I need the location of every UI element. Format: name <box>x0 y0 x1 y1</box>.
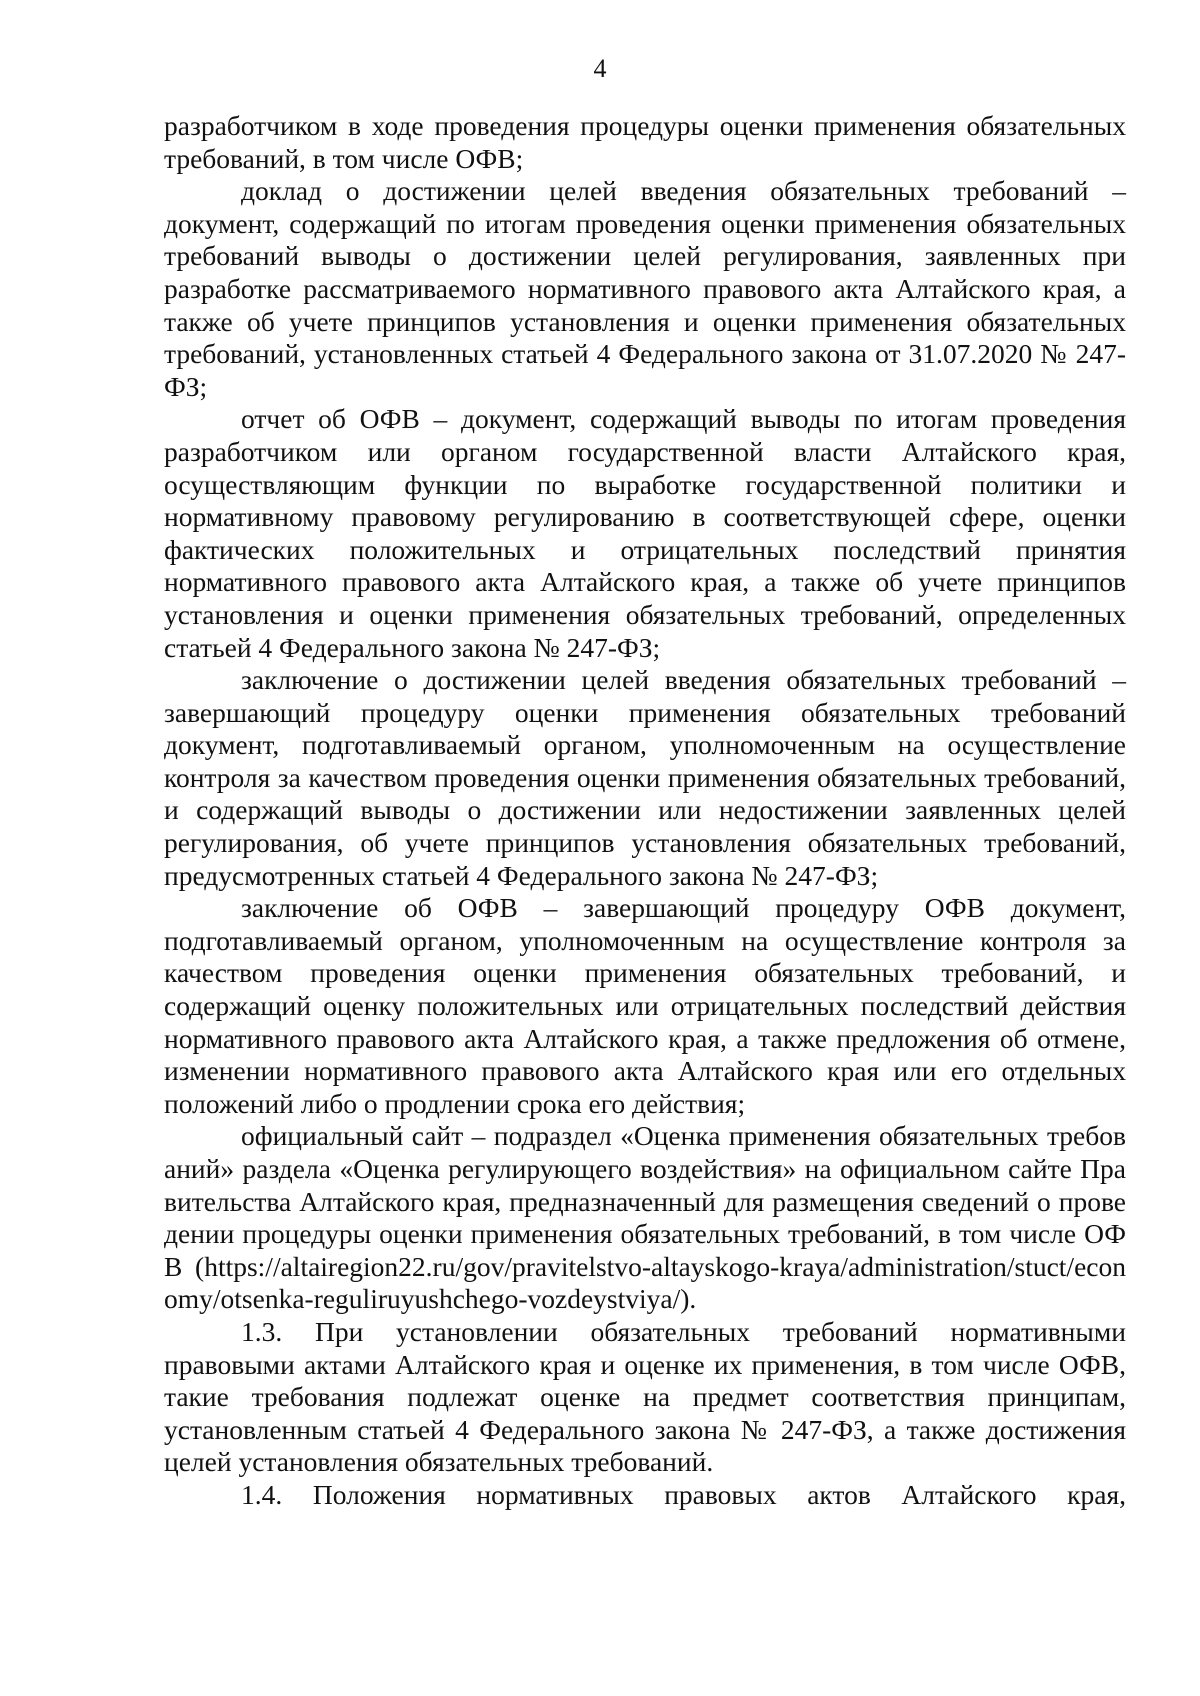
paragraph: разработчиком в ходе проведения процедуры оценки применения обязательных требований, в том числе ОФВ; <box>164 110 1126 174</box>
paragraph: отчет об ОФВ – документ, содержащий выводы по итогам проведения разработчиком или органом государственной власти Алтайского края, осуществляющим функции по выработке государственной политики и нормативному правовому регулированию в соответствующей сфере, оценки фактических положительных и отрицательных последствий принятия нормативного правового акта Алтайского края, а также об учете принципов установления и оценки применения обязательных требований, определенных статьей 4 Федерального закона № 247-ФЗ; <box>164 403 1126 663</box>
paragraph: 1.4. Положения нормативных правовых актов Алтайского края, <box>241 1478 1126 1510</box>
paragraph: официальный сайт – подраздел «Оценка применения обязательных требований» раздела «Оценка регулирующего воздействия» на официальном сайте Правительства Алтайского края, предназначенный для размещения сведений о проведении процедуры оценки применения обязательных требований, в том числе ОФВ (https://altairegion22.ru/gov/pravitelstvo-altayskogo-kraya/administration/stuct/economy/otsenka-reguliruyushchego-vozdeystviya/). <box>164 1120 1126 1315</box>
paragraph: заключение о достижении целей введения обязательных требований – завершающий процедуру оценки применения обязательных требований документ, подготавливаемый органом, уполномоченным на осуществление контроля за качеством проведения оценки применения обязательных требований, и содержащий выводы о достижении или недостижении заявленных целей регулирования, об учете принципов установления обязательных требований, предусмотренных статьей 4 Федерального закона № 247-ФЗ; <box>164 664 1126 891</box>
paragraph: доклад о достижении целей введения обязательных требований – документ, содержащий по итогам проведения оценки применения обязательных требований выводы о достижении целей регулирования, заявленных при разработке рассматриваемого нормативного правового акта Алтайского края, а также об учете принципов установления и оценки применения обязательных требований, установленных статьей 4 Федерального закона от 31.07.2020 № 247-ФЗ; <box>164 175 1126 402</box>
paragraph: 1.3. При установлении обязательных требований нормативными правовыми актами Алтайского края и оценке их применения, в том числе ОФВ, такие требования подлежат оценке на предмет соответствия принципам, установленным статьей 4 Федерального закона № 247-ФЗ, а также достижения целей установления обязательных требований. <box>164 1315 1126 1478</box>
page-number: 4 <box>593 54 607 83</box>
paragraph: заключение об ОФВ – завершающий процедуру ОФВ документ, подготавливаемый органом, уполномоченным на осуществление контроля за качеством проведения оценки применения обязательных требований, и содержащий оценку положительных или отрицательных последствий действия нормативного правового акта Алтайского края, а также предложения об отмене, изменении нормативного правового акта Алтайского края или его отдельных положений либо о продлении срока его действия; <box>164 892 1126 1119</box>
document-body <box>164 110 1126 1512</box>
